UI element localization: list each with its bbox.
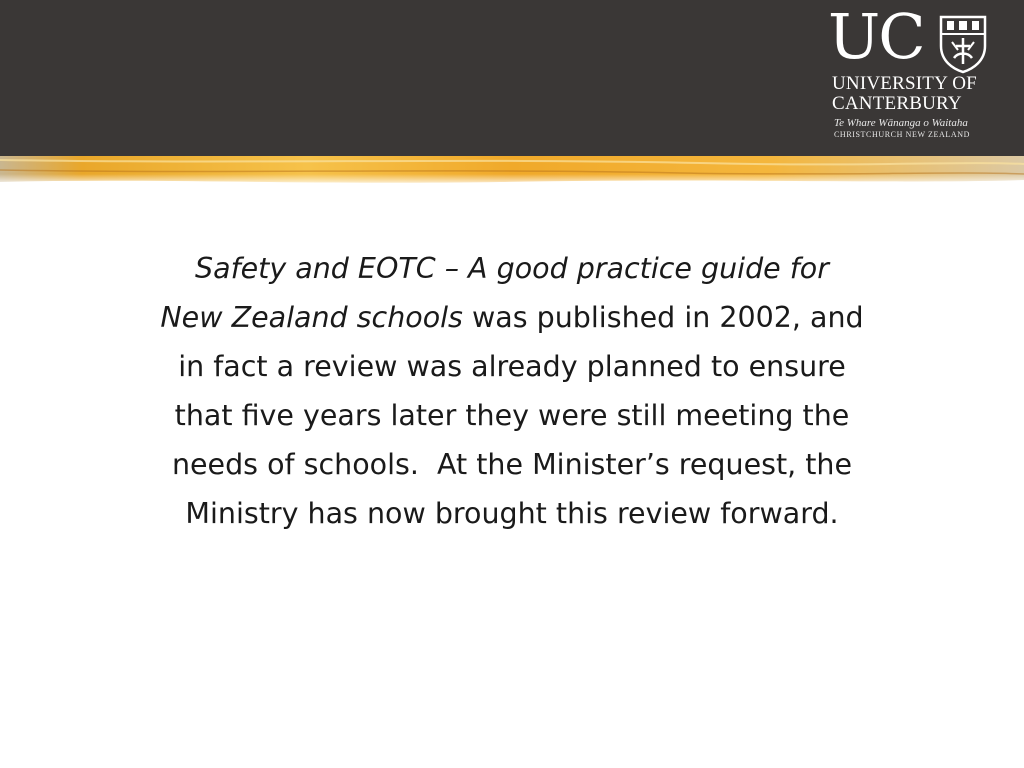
- body-line-text: was published in 2002, and: [462, 301, 864, 334]
- publication-title-part1: Safety and EOTC – A good practice guide for: [195, 252, 829, 285]
- crest-icon: [938, 14, 988, 74]
- body-line: [70, 293, 954, 342]
- body-line-text: Ministry has now brought this review forward.: [185, 497, 839, 530]
- logo-maori-name: Te Whare Wānanga o Waitaha: [834, 117, 968, 129]
- body-line: [70, 440, 954, 489]
- body-line: [70, 244, 954, 293]
- publication-title-part2: New Zealand schools: [160, 301, 463, 334]
- body-line: [70, 342, 954, 391]
- body-paragraph: [70, 244, 954, 538]
- gold-band-decoration: [0, 150, 1024, 186]
- body-line: [70, 489, 954, 538]
- body-line-text: in fact a review was already planned to ensure: [178, 350, 846, 383]
- university-logo: [828, 0, 998, 142]
- body-line-text: needs of schools. At the Minister’s request, the: [171, 448, 853, 481]
- logo-uc-letters: UC: [828, 0, 924, 73]
- logo-line-canterbury: CANTERBURY: [832, 93, 962, 114]
- body-line: [70, 391, 954, 440]
- logo-location: CHRISTCHURCH NEW ZEALAND: [834, 130, 971, 139]
- logo-line-university-of: UNIVERSITY OF: [832, 73, 977, 94]
- body-line-text: that five years later they were still meeting the: [174, 399, 850, 432]
